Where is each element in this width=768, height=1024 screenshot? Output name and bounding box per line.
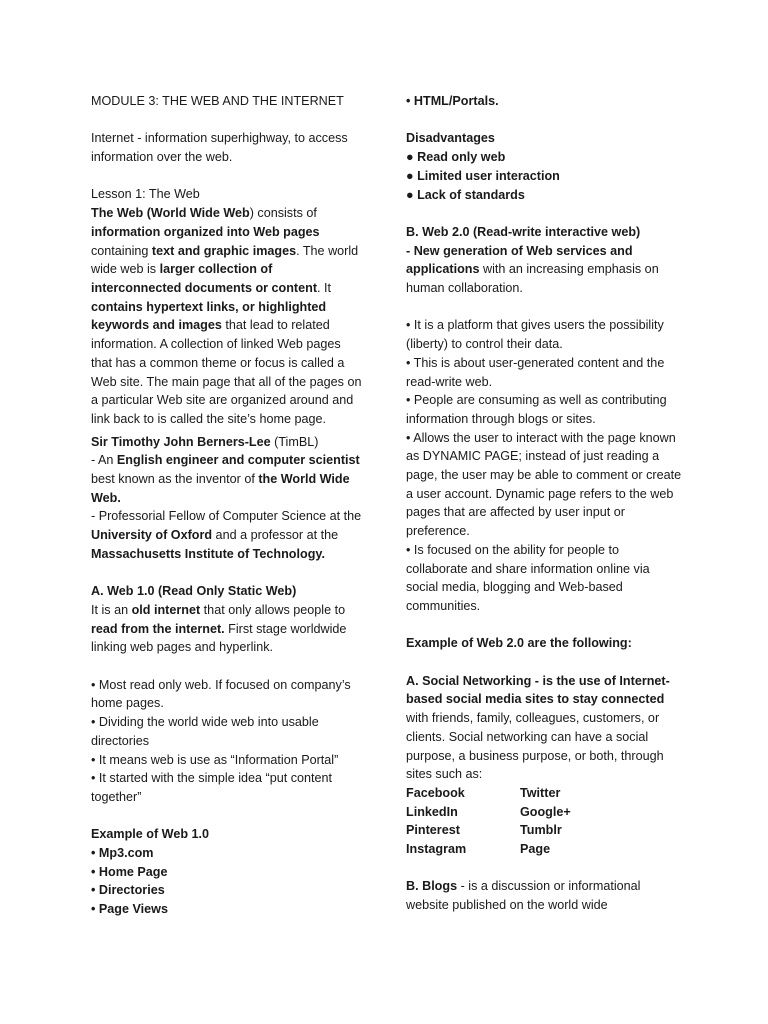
list-item: • Home Page — [91, 864, 168, 879]
disadvantages-heading: Disadvantages — [406, 131, 495, 146]
list-item: • People are consuming as well as contributing information through blogs or sites. — [406, 393, 667, 426]
tbl-line-1: - An English engineer and computer scientist best known as the inventor of the World Wide Web. — [91, 453, 360, 505]
list-item: • Directories — [91, 883, 165, 898]
internet-definition: Internet - information superhighway, to access information over the web. — [91, 131, 348, 165]
web-paragraph: The Web (World Wide Web) consists of information organized into Web pages containing text and graphic images. The world wide web is larger collection of interconnected documents or content. It contains hypertext links, or highlighted keywords and images that lead to related information. A collection of linked Web pages that has a common theme or focus is called a Web site. The main page that all of the pages on a particular Web site are organized around and link back to is called the site’s home page. — [91, 206, 362, 426]
web1-heading: A. Web 1.0 (Read Only Static Web) — [91, 584, 297, 599]
web2-heading: B. Web 2.0 (Read-write interactive web) — [406, 224, 641, 239]
social-sites-row: Pinterest Tumblr — [406, 823, 562, 838]
social-sites-row: Facebook Twitter — [406, 785, 561, 800]
list-item: • Is focused on the ability for people to collaborate and share information online via social media, blogging and Web-based communities. — [406, 542, 650, 613]
list-item: ● Read only web — [406, 150, 506, 165]
list-item: • This is about user-generated content and the read-write web. — [406, 355, 665, 389]
list-item: • Page Views — [91, 902, 168, 917]
list-item: • Dividing the world wide web into usable directories — [91, 715, 319, 748]
list-item: ● Lack of standards — [406, 187, 525, 202]
lesson-heading: Lesson 1: The Web — [91, 187, 200, 202]
blogs-paragraph: B. Blogs - is a discussion or informational website published on the world wide — [406, 879, 641, 913]
list-item: • Most read only web. If focused on company’s home pages. — [91, 677, 351, 711]
web2-description: - New generation of Web services and applications with an increasing emphasis on human collaboration. — [406, 243, 659, 295]
tbl-name: Sir Timothy John Berners-Lee (TimBL) — [91, 434, 319, 449]
module-title: MODULE 3: THE WEB AND THE INTERNET — [91, 94, 344, 108]
list-item: • It is a platform that gives users the possibility (liberty) to control their data. — [406, 318, 664, 352]
html-portals-item: • HTML/Portals. — [406, 94, 499, 108]
right-column — [406, 92, 682, 915]
social-networking-paragraph: A. Social Networking - is the use of Internet-based social media sites to stay connected with friends, family, colleagues, customers, or clients. Social networking can have a social purpose, a business purpose, or both, through sites such as: — [406, 673, 670, 782]
web2-examples-heading: Example of Web 2.0 are the following: — [406, 636, 632, 651]
list-item: • It means web is use as “Information Portal” — [91, 752, 339, 767]
web1-examples-heading: Example of Web 1.0 — [91, 827, 210, 842]
list-item: • Mp3.com — [91, 846, 154, 861]
social-sites-row: LinkedIn Google+ — [406, 804, 571, 819]
left-column — [91, 92, 365, 919]
social-sites-row: Instagram Page — [406, 842, 551, 857]
list-item: • Allows the user to interact with the page known as DYNAMIC PAGE; instead of just reading a page, the user may be able to comment or create a user account. Dynamic page refers to the web pages that are affected by user input or preference. — [406, 430, 682, 539]
tbl-line-2: - Professorial Fellow of Computer Science at the University of Oxford and a professor at the Massachusetts Institute of Technology. — [91, 509, 362, 561]
list-item: • It started with the simple idea “put content together” — [91, 771, 333, 804]
web1-description: It is an old internet that only allows people to read from the internet. First stage worldwide linking web pages and hyperlink. — [91, 602, 347, 655]
list-item: ● Limited user interaction — [406, 168, 560, 183]
